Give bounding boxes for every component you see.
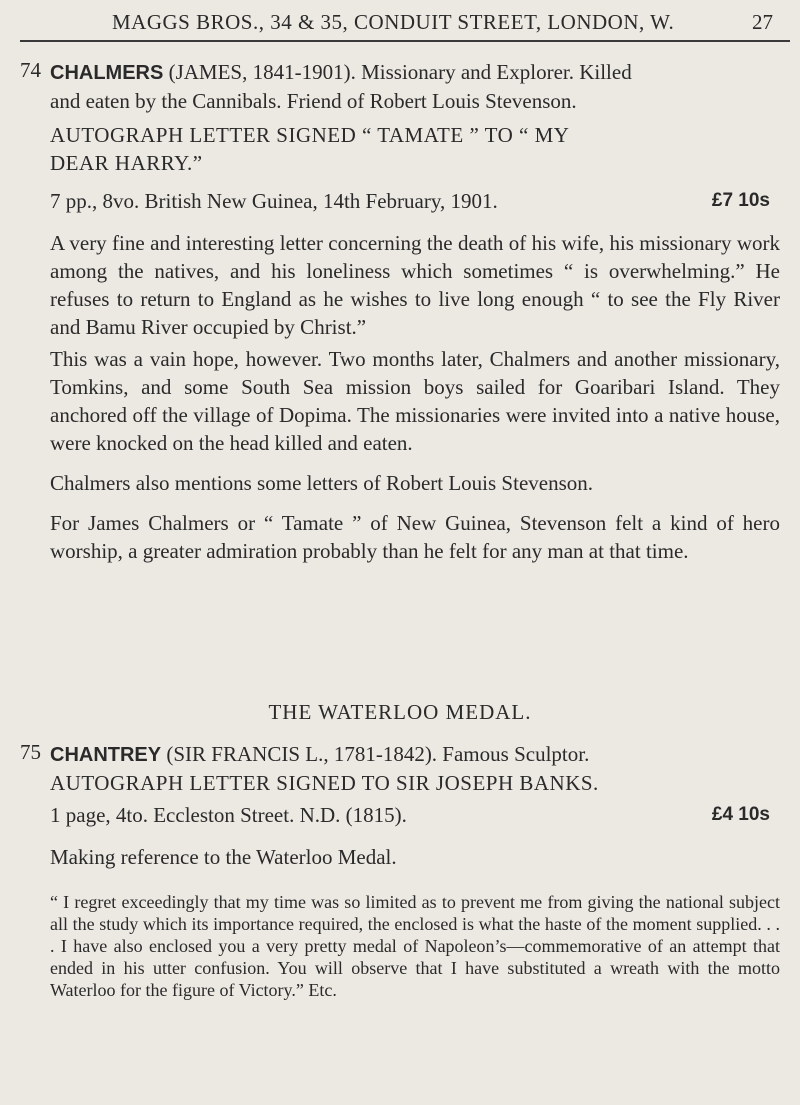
lot-74-paragraph-2: This was a vain hope, however. Two months later, Chalmers and another missionary, Tomkins, and some South Sea mission boys sailed for Goaribari Island. They anchored off the village of Dopima. The missionaries were invited into a native house, were knocked on the head killed and eaten. — [50, 347, 780, 455]
page-header — [0, 10, 800, 44]
lot-75-line1: (SIR FRANCIS L., 1781-1842). Famous Sculptor. — [166, 742, 590, 766]
lot-75-title1: AUTOGRAPH LETTER SIGNED TO SIR JOSEPH BANKS. — [50, 771, 599, 795]
lot-75-quote: “ I regret exceedingly that my time was so limited as to prevent me from giving the national subject all the study which its importance required, the enclosed is what the haste of the moment supplied. . . . I have also enclosed you a very pretty medal of Napoleon’s—commemorative of an attempt that ended in his utter confusion. You will observe that I have substituted a wreath with the motto Waterloo for the figure of Victory.” Etc. — [50, 892, 780, 1000]
lot-74-price: £7 10s — [711, 190, 770, 211]
lot-75-paragraph-1: Making reference to the Waterloo Medal. — [50, 845, 397, 869]
lot-74-line2: and eaten by the Cannibals. Friend of Robert Louis Stevenson. — [50, 89, 577, 113]
lot-75-name: CHANTREY — [50, 744, 162, 766]
lot-74-paragraph-4: For James Chalmers or “ Tamate ” of New Guinea, Stevenson felt a kind of hero worship, a greater admiration probably than he felt for any man at that time. — [50, 511, 780, 563]
lot-74-line1: (JAMES, 1841-1901). Missionary and Explorer. Killed — [168, 60, 632, 84]
lot-74-title1: AUTOGRAPH LETTER SIGNED “ TAMATE ” TO “ MY — [50, 123, 570, 147]
lot-74-paragraph-3: Chalmers also mentions some letters of Robert Louis Stevenson. — [50, 471, 594, 495]
lot-number-74: 74 — [20, 58, 41, 82]
header-title: MAGGS BROS., 34 & 35, CONDUIT STREET, LONDON, W. — [112, 10, 675, 34]
lot-74-paragraph-1: A very fine and interesting letter concerning the death of his wife, his missionary work among the natives, and his loneliness which sometimes “ is overwhelming.” He refuses to return to England as he wishes to live long enough “ to see the Fly River and Bamu River occupied by Christ.” — [50, 231, 780, 339]
lot-75-details: 1 page, 4to. Eccleston Street. N.D. (1815). — [50, 803, 407, 827]
lot-number-75: 75 — [20, 740, 41, 764]
lot-75 — [50, 740, 780, 1001]
lot-74-name: CHALMERS — [50, 62, 164, 84]
lot-74 — [50, 58, 780, 565]
lot-75-price: £4 10s — [711, 804, 770, 825]
lot-74-details: 7 pp., 8vo. British New Guinea, 14th February, 1901. — [50, 189, 498, 213]
lot-74-title2: DEAR HARRY.” — [50, 151, 203, 175]
section-heading: THE WATERLOO MEDAL. — [268, 700, 532, 724]
page-number: 27 — [752, 10, 773, 34]
header-rule — [20, 40, 790, 42]
